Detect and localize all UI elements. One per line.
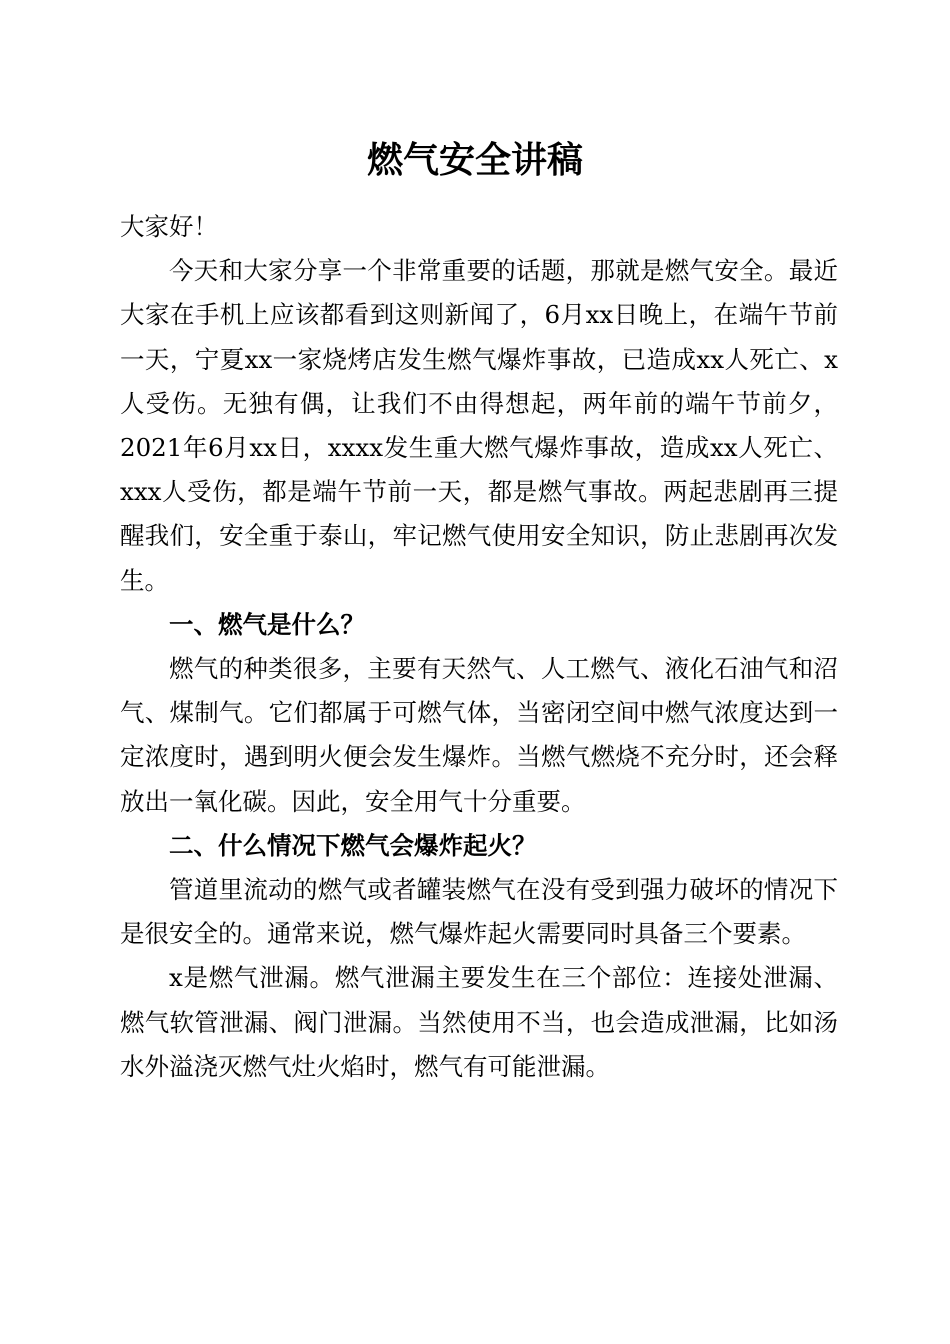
section-2-paragraph-1: 管道里流动的燃气或者罐装燃气在没有受到强力破坏的情况下是很安全的。通常来说，燃气爆炸起火需要同时具备三个要素。: [120, 875, 838, 949]
document-body: [120, 205, 838, 1089]
section-2-heading: 二、什么情况下燃气会爆炸起火？: [169, 830, 537, 860]
intro-paragraph: 今天和大家分享一个非常重要的话题，那就是燃气安全。最近大家在手机上应该都看到这则新闻了，6月xx日晚上，在端午节前一天，宁夏xx一家烧烤店发生燃气爆炸事故，已造成xx人死亡、x人受伤。无独有偶，让我们不由得想起，两年前的端午节前夕，2021年6月xx日，xxxx发生重大燃气爆炸事故，造成xx人死亡、xxx人受伤，都是端午节前一天，都是燃气事故。两起悲剧再三提醒我们，安全重于泰山，牢记燃气使用安全知识，防止悲剧再次发生。: [120, 256, 838, 595]
document-title: 燃气安全讲稿: [366, 139, 583, 181]
greeting: 大家好！: [120, 212, 218, 241]
section-1-heading: 一、燃气是什么？: [169, 609, 365, 639]
section-2-paragraph-2: x是燃气泄漏。燃气泄漏主要发生在三个部位：连接处泄漏、燃气软管泄漏、阀门泄漏。当然使用不当，也会造成泄漏，比如汤水外溢浇灭燃气灶火焰时，燃气有可能泄漏。: [120, 963, 838, 1081]
section-1-paragraph: 燃气的种类很多，主要有天然气、人工燃气、液化石油气和沼气、煤制气。它们都属于可燃气体，当密闭空间中燃气浓度达到一定浓度时，遇到明火便会发生爆炸。当燃气燃烧不充分时，还会释放出一氧化碳。因此，安全用气十分重要。: [120, 654, 838, 816]
